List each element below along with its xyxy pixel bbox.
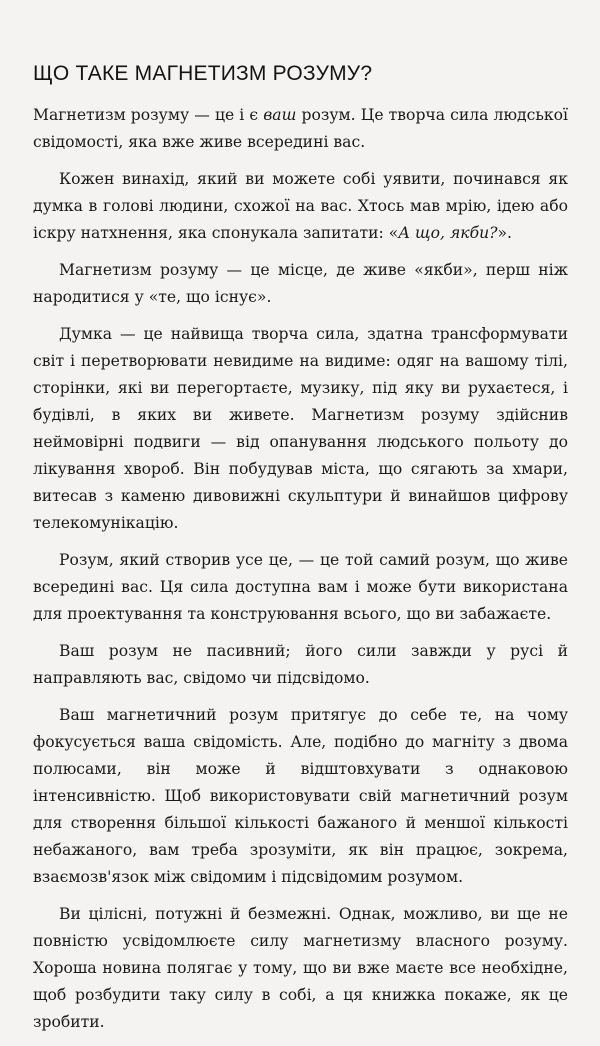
paragraph: [33, 102, 568, 156]
paragraph-text: розум. Це творча сила людської свідомості, яка вже живе всередині вас.: [33, 106, 568, 151]
body-text: [33, 102, 568, 1036]
paragraph: [33, 638, 568, 692]
emphasis-text: ваш: [263, 106, 297, 124]
paragraph: [33, 547, 568, 628]
paragraph: [33, 257, 568, 311]
paragraph-text: ».: [497, 224, 513, 242]
paragraph-text: Магнетизм розуму — це місце, де живе «якби», перш ніж народитися у «те, що існує».: [33, 261, 568, 306]
paragraph-text: Ви цілісні, потужні й безмежні. Однак, можливо, ви ще не повністю усвідомлюєте силу магнетизму власного розуму. Хороша новина полягає у тому, що ви вже маєте все необхідне, щоб розбудити таку силу в собі, а ця книжка покаже, як це зробити.: [33, 905, 568, 1031]
paragraph: [33, 901, 568, 1036]
paragraph-text: Кожен винахід, який ви можете собі уявити, починався як думка в голові людини, схожої на вас. Хтось мав мрію, ідею або іскру натхнення, яка спонукала запитати: «: [33, 170, 568, 242]
paragraph-text: Магнетизм розуму — це і є: [33, 106, 264, 124]
paragraph-text: Розум, який створив усе це, — це той самий розум, що живе всередині вас. Ця сила доступна вам і може бути використана для проектування та конструювання всього, що ви забажаєте.: [33, 551, 568, 623]
emphasis-text: А що, якби?: [398, 224, 498, 242]
paragraph: [33, 321, 568, 537]
book-page: [33, 62, 568, 1046]
paragraph: [33, 702, 568, 891]
chapter-title: ЩО ТАКЕ МАГНЕТИЗМ РОЗУМУ?: [33, 62, 373, 85]
paragraph-text: Ваш магнетичний розум притягує до себе те, на чому фокусується ваша свідомість. Але, подібно до магніту з двома полюсами, він може й відштовхувати з однаковою інтенсивністю. Щоб використовувати свій магнетичний розум для створення більшої кількості бажаного й меншої кількості небажаного, вам треба зрозуміти, як він працює, зокрема, взаємозв'язок між свідомим і підсвідомим розумом.: [33, 706, 568, 886]
paragraph: [33, 166, 568, 247]
paragraph-text: Думка — це найвища творча сила, здатна трансформувати світ і перетворювати невидиме на видиме: одяг на вашому тілі, сторінки, які ви перегортаєте, музику, під яку ви рухаєтеся, і будівлі, в яких ви живете. Магнетизм розуму здійснив неймовірні подвиги — від опанування людського польоту до лікування хвороб. Він побудував міста, що сягають за хмари, витесав з каменю дивовижні скульптури й винайшов цифрову телекомунікацію.: [33, 325, 568, 532]
paragraph-text: Ваш розум не пасивний; його сили завжди у русі й направляють вас, свідомо чи підсвідомо.: [33, 642, 568, 687]
